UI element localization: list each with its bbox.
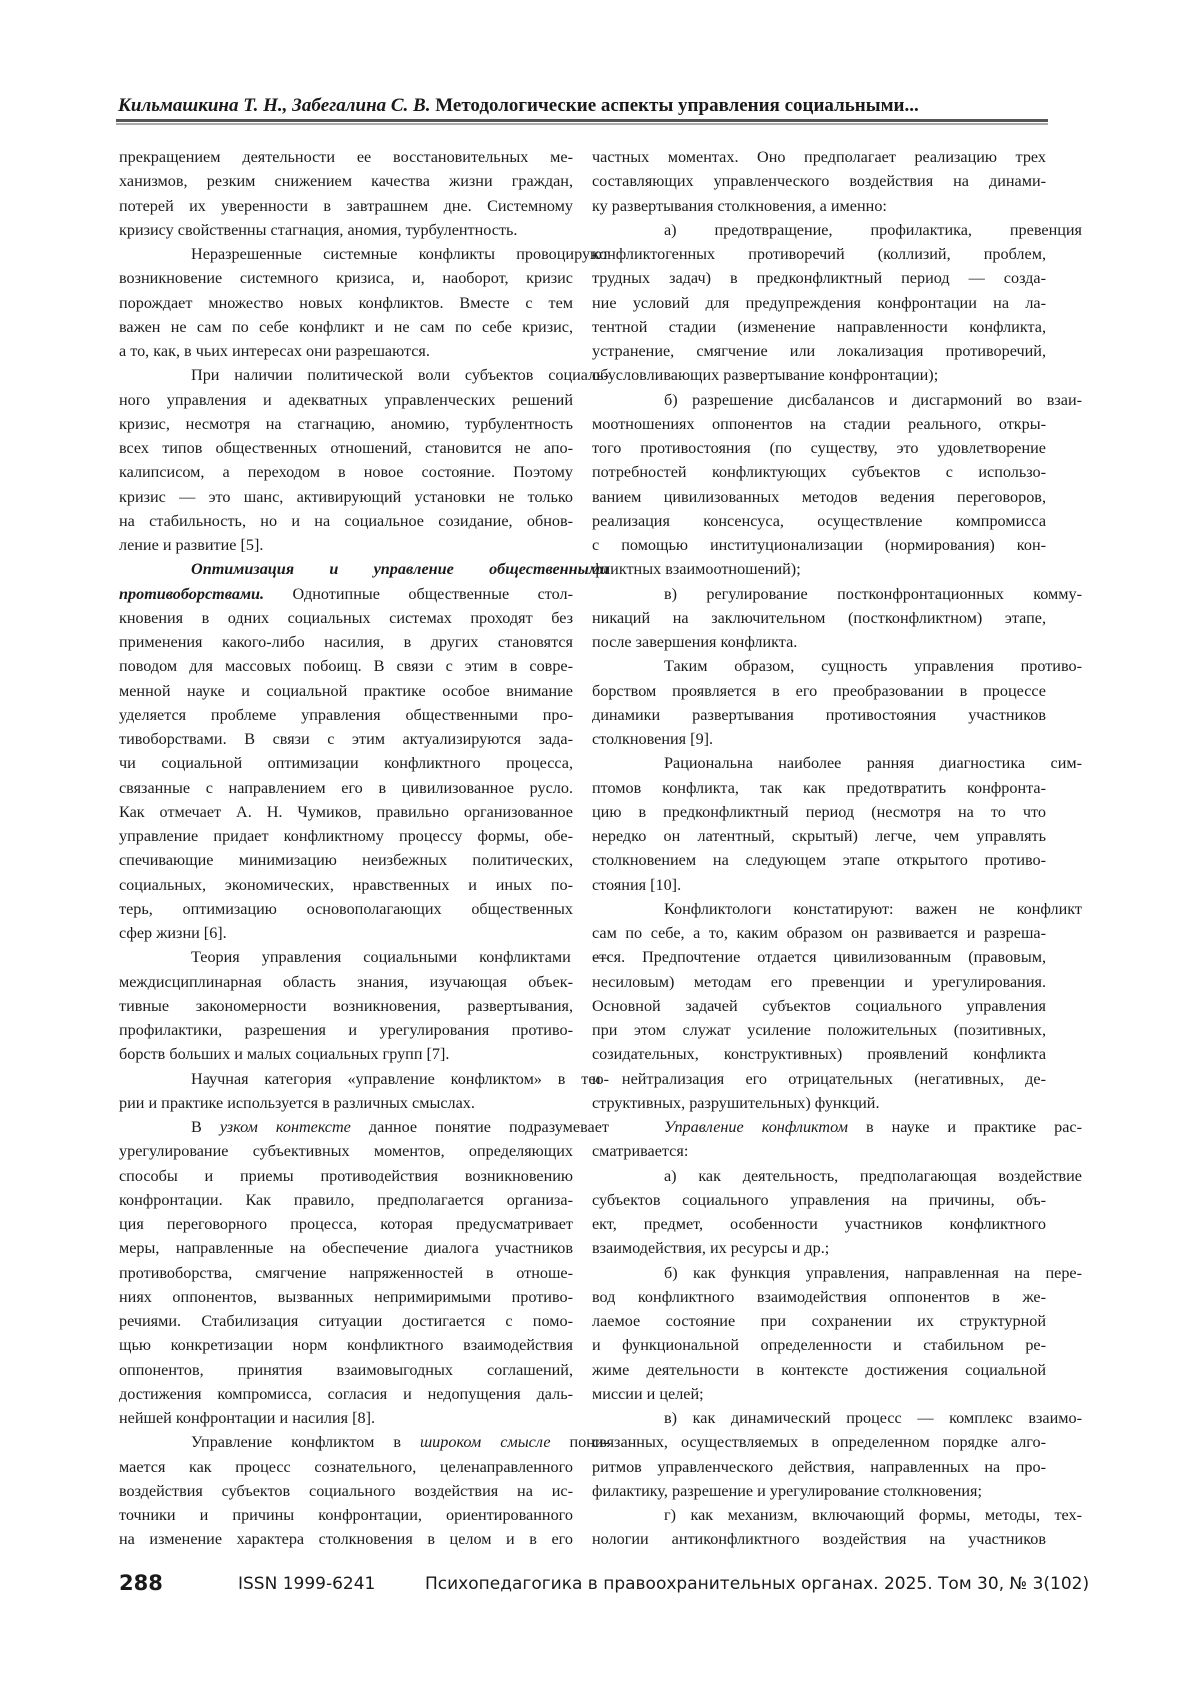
line-content: калипсисом, а переходом в новое состояние. Поэтому — [119, 460, 573, 484]
text-line — [592, 727, 1046, 751]
line-content: уделяется проблеме управления общественными про- — [119, 703, 573, 727]
line-content: кризису свойственны стагнация, аномия, турбулентность. — [119, 218, 573, 242]
line-content: способы и приемы противодействия возникновению — [119, 1164, 573, 1188]
text-line — [592, 1067, 1046, 1091]
emphasized-text: широком смысле — [420, 1433, 551, 1451]
line-content: мается как процесс сознательного, целенаправленного — [119, 1455, 573, 1479]
line-content: всех типов общественных отношений, становится не апо- — [119, 436, 573, 460]
text-line — [119, 848, 573, 872]
text-line — [592, 921, 1046, 945]
line-content: реализация консенсуса, осуществление компромисса — [592, 509, 1046, 533]
text-line — [119, 921, 573, 945]
text-line — [119, 1188, 573, 1212]
line-content: ханизмов, резким снижением качества жизни граждан, — [119, 169, 573, 193]
line-content: лаемое состояние при сохранении их структурной — [592, 1309, 1046, 1333]
line-content: столкновением на следующем этапе открытого противо- — [592, 848, 1046, 872]
text-line — [119, 897, 573, 921]
text-line — [592, 1164, 1046, 1188]
page-number: 288 — [119, 1571, 163, 1595]
line-content: поводом для массовых побоищ. В связи с этим в совре- — [119, 654, 573, 678]
text-line — [119, 412, 573, 436]
text-line — [119, 727, 573, 751]
text-line — [119, 1406, 573, 1430]
line-content: достижения компромисса, согласия и недопущения даль- — [119, 1382, 573, 1406]
paragraph — [119, 242, 573, 363]
line-content: Рациональна наиболее ранняя диагностика сим- — [628, 751, 1082, 775]
text-line — [592, 436, 1046, 460]
text-segment: Однотипные общественные стол- — [264, 585, 573, 603]
emphasized-text: Управление конфликтом — [664, 1118, 848, 1136]
line-content: г) как механизм, включающий формы, методы, тех- — [628, 1503, 1082, 1527]
text-line — [119, 994, 573, 1018]
text-line — [119, 606, 573, 630]
line-content: цию в предконфликтный период (несмотря на то что — [592, 800, 1046, 824]
line-content — [155, 1430, 609, 1454]
line-content: птомов конфликта, так как предотвратить конфронта- — [592, 776, 1046, 800]
line-content: на изменение характера столкновения в целом и в его — [119, 1527, 573, 1551]
line-content: жиме деятельности в контексте достижения социальной — [592, 1358, 1046, 1382]
text-line — [592, 703, 1046, 727]
paragraph — [592, 218, 1046, 388]
emphasized-text: узком контексте — [220, 1118, 351, 1136]
paragraph — [592, 1503, 1046, 1552]
line-content: частных моментах. Оно предполагает реализацию трех — [592, 145, 1046, 169]
text-line — [119, 1164, 573, 1188]
line-content: речиями. Стабилизация ситуации достигается с помо- — [119, 1309, 573, 1333]
paragraph — [592, 388, 1046, 582]
text-line — [592, 1358, 1046, 1382]
line-content: связанных, осуществляемых в определенном порядке алго- — [592, 1430, 1046, 1454]
text-line — [119, 218, 573, 242]
text-line — [592, 145, 1046, 169]
line-content: и функциональной определенности и стабильном ре- — [592, 1333, 1046, 1357]
line-content: порождает множество новых конфликтов. Вместе с тем — [119, 291, 573, 315]
text-line — [592, 1285, 1046, 1309]
paragraph — [592, 1261, 1046, 1407]
line-content: урегулирование субъективных моментов, определяющих — [119, 1139, 573, 1163]
line-content: Теория управления социальными конфликтами — — [155, 945, 609, 969]
line-content: профилактики, разрешения и урегулирования противо- — [119, 1018, 573, 1042]
text-line — [119, 509, 573, 533]
line-content: прекращением деятельности ее восстановительных ме- — [119, 145, 573, 169]
line-content: б) разрешение дисбалансов и дисгармоний во взаи- — [628, 388, 1082, 412]
line-content: динамики развертывания противостояния участников — [592, 703, 1046, 727]
line-content: ку развертывания столкновения, а именно: — [592, 194, 1046, 218]
line-content: обусловливающих развертывание конфронтации); — [592, 363, 1046, 387]
text-line — [592, 412, 1046, 436]
line-content: потерей их уверенности в завтрашнем дне. Системному — [119, 194, 573, 218]
header-authors: Кильмашкина Т. Н., Забегалина С. В. — [118, 95, 430, 116]
text-segment: Управление конфликтом в — [191, 1433, 420, 1451]
line-content: применения какого-либо насилия, в других становятся — [119, 630, 573, 654]
line-content: ванием цивилизованных методов ведения переговоров, — [592, 485, 1046, 509]
text-line — [119, 363, 573, 387]
paragraph — [592, 1164, 1046, 1261]
line-content: устранение, смягчение или локализация противоречий, — [592, 339, 1046, 363]
text-line — [592, 1212, 1046, 1236]
header-rule — [116, 119, 1048, 122]
line-content: столкновения [9]. — [592, 727, 1046, 751]
text-line — [592, 848, 1046, 872]
text-segment: пони- — [551, 1433, 609, 1451]
line-content: миссии и целей; — [592, 1382, 1046, 1406]
line-content: с помощью институционализации (нормирования) кон- — [592, 533, 1046, 557]
line-content: точники и причины конфронтации, ориентированного — [119, 1503, 573, 1527]
text-line — [592, 654, 1046, 678]
text-line — [592, 1455, 1046, 1479]
line-content: после завершения конфликта. — [592, 630, 1046, 654]
text-line — [119, 1479, 573, 1503]
text-line — [592, 1479, 1046, 1503]
line-content: Таким образом, сущность управления противо- — [628, 654, 1082, 678]
line-content: ется. Предпочтение отдается цивилизованным (правовым, — [592, 945, 1046, 969]
text-line — [119, 485, 573, 509]
line-content: филактику, разрешение и урегулирование столкновения; — [592, 1479, 1046, 1503]
line-content: сфер жизни [6]. — [119, 921, 573, 945]
line-content: ция переговорного процесса, которая предусматривает — [119, 1212, 573, 1236]
line-content: возникновение системного кризиса, и, наоборот, кризис — [119, 266, 573, 290]
text-line — [592, 800, 1046, 824]
text-line — [592, 582, 1046, 606]
line-content: ект, предмет, особенности участников конфликтного — [592, 1212, 1046, 1236]
left-column — [119, 145, 573, 1552]
text-line — [592, 1309, 1046, 1333]
text-line — [119, 1067, 573, 1091]
paragraph — [119, 1430, 573, 1551]
line-content: противоборства, смягчение напряженностей в отноше- — [119, 1261, 573, 1285]
line-content: моотношениях оппонентов на стадии реального, откры- — [592, 412, 1046, 436]
text-line — [592, 1503, 1046, 1527]
text-line — [592, 945, 1046, 969]
text-line — [592, 1261, 1046, 1285]
text-line — [119, 1115, 573, 1139]
text-line — [119, 266, 573, 290]
text-line — [119, 291, 573, 315]
line-content: ние условий для предупреждения конфронтации на ла- — [592, 291, 1046, 315]
line-content — [119, 582, 573, 606]
line-content: конфликтогенных противоречий (коллизий, проблем, — [592, 242, 1046, 266]
line-content: несиловым) методам его превенции и урегулирования. — [592, 970, 1046, 994]
paragraph — [119, 945, 573, 1066]
text-line — [592, 339, 1046, 363]
text-line — [119, 339, 573, 363]
text-line — [119, 194, 573, 218]
line-content: щью конкретизации норм конфликтного взаимодействия — [119, 1333, 573, 1357]
text-line — [119, 1527, 573, 1551]
line-content: спечивающие минимизацию неизбежных политических, — [119, 848, 573, 872]
line-content: меры, направленные на обеспечение диалога участников — [119, 1236, 573, 1260]
text-line — [119, 1261, 573, 1285]
line-content: терь, оптимизацию основополагающих общественных — [119, 897, 573, 921]
emphasized-text: противоборствами. — [119, 585, 264, 603]
header-rule-secondary — [116, 123, 1048, 125]
line-content: борством проявляется в его преобразовании в процессе — [592, 679, 1046, 703]
text-line — [119, 1309, 573, 1333]
text-line — [119, 1358, 573, 1382]
line-content: Научная категория «управление конфликтом» в тео- — [155, 1067, 609, 1091]
line-content: конфронтации. Как правило, предполагается организа- — [119, 1188, 573, 1212]
line-content: структивных, разрушительных) функций. — [592, 1091, 1046, 1115]
line-content: ниях оппонентов, вызванных непримиримыми противо- — [119, 1285, 573, 1309]
line-content: Как отмечает А. Н. Чумиков, правильно организованное — [119, 800, 573, 824]
line-content: никаций на заключительном (постконфликтном) этапе, — [592, 606, 1046, 630]
text-line — [119, 751, 573, 775]
line-content: трудных задач) в предконфликтный период — созда- — [592, 266, 1046, 290]
line-content: тивные закономерности возникновения, развертывания, — [119, 994, 573, 1018]
line-content — [155, 557, 609, 581]
text-line — [592, 533, 1046, 557]
text-line — [592, 218, 1046, 242]
right-column — [592, 145, 1046, 1552]
text-line — [592, 1382, 1046, 1406]
paragraph — [119, 557, 573, 945]
line-content: кризис, несмотря на стагнацию, аномию, турбулентность — [119, 412, 573, 436]
text-line — [119, 970, 573, 994]
text-line — [592, 1139, 1046, 1163]
text-line — [119, 1212, 573, 1236]
paragraph — [592, 145, 1046, 218]
text-line — [119, 945, 573, 969]
text-line — [592, 970, 1046, 994]
text-line — [592, 315, 1046, 339]
paragraph — [119, 1115, 573, 1430]
paragraph — [592, 582, 1046, 655]
line-content: созидательных, конструктивных) проявлений конфликта — [592, 1042, 1046, 1066]
text-line — [592, 994, 1046, 1018]
line-content: субъектов социального управления на причины, объ- — [592, 1188, 1046, 1212]
text-line — [592, 291, 1046, 315]
line-content: потребностей конфликтующих субъектов с использо- — [592, 460, 1046, 484]
text-line — [119, 654, 573, 678]
line-content: нологии антиконфликтного воздействия на участников — [592, 1527, 1046, 1551]
line-content: сматривается: — [592, 1139, 1046, 1163]
line-content: в) как динамический процесс — комплекс взаимо- — [628, 1406, 1082, 1430]
text-line — [119, 1455, 573, 1479]
paragraph — [592, 897, 1046, 1115]
text-line — [592, 363, 1046, 387]
text-line — [592, 897, 1046, 921]
line-content: взаимодействия, их ресурсы и др.; — [592, 1236, 1046, 1260]
line-content: Неразрешенные системные конфликты провоцируют — [155, 242, 609, 266]
paragraph — [592, 751, 1046, 897]
line-content: ритмов управленческого действия, направленных на про- — [592, 1455, 1046, 1479]
text-line — [119, 1139, 573, 1163]
text-line — [119, 1503, 573, 1527]
line-content: а) как деятельность, предполагающая воздействие — [628, 1164, 1082, 1188]
emphasized-text: Оптимизация и управление общественными — [191, 560, 609, 578]
text-line — [119, 533, 573, 557]
line-content: тивоборствами. В связи с этим актуализируются зада- — [119, 727, 573, 751]
journal-title: Психопедагогика в правоохранительных органах. 2025. Том 30, № 3(102) — [425, 1574, 1089, 1594]
line-content — [628, 1115, 1082, 1139]
line-content: нейшей конфронтации и насилия [8]. — [119, 1406, 573, 1430]
text-line — [592, 1188, 1046, 1212]
line-content — [155, 1115, 609, 1139]
text-line — [592, 630, 1046, 654]
text-line — [592, 194, 1046, 218]
text-line — [592, 1430, 1046, 1454]
line-content: кновения в одних социальных системах проходят без — [119, 606, 573, 630]
text-line — [119, 1382, 573, 1406]
text-line — [119, 1285, 573, 1309]
text-line — [592, 1406, 1046, 1430]
line-content: менной науке и социальной практике особое внимание — [119, 679, 573, 703]
text-line — [592, 242, 1046, 266]
line-content: на стабильность, но и на социальное созидание, обнов- — [119, 509, 573, 533]
text-line — [119, 703, 573, 727]
text-segment: в науке и практике рас- — [848, 1118, 1082, 1136]
text-line — [592, 1018, 1046, 1042]
line-content: ного управления и адекватных управленческих решений — [119, 388, 573, 412]
text-line — [592, 606, 1046, 630]
line-content: кризис — это шанс, активирующий установки не только — [119, 485, 573, 509]
text-line — [119, 679, 573, 703]
running-header — [118, 95, 1048, 117]
text-line — [119, 1333, 573, 1357]
text-line — [119, 824, 573, 848]
text-line — [119, 1091, 573, 1115]
text-line — [592, 557, 1046, 581]
issn: ISSN 1999-6241 — [238, 1574, 375, 1594]
text-segment: данное понятие подразумевает — [351, 1118, 609, 1136]
line-content: оппонентов, принятия взаимовыгодных соглашений, — [119, 1358, 573, 1382]
line-content: При наличии политической воли субъектов социаль- — [155, 363, 609, 387]
paragraph — [592, 1115, 1046, 1164]
line-content: важен не сам по себе конфликт и не сам по себе кризис, — [119, 315, 573, 339]
text-line — [119, 873, 573, 897]
text-line — [119, 388, 573, 412]
line-content: вод конфликтного взаимодействия оппонентов в же- — [592, 1285, 1046, 1309]
line-content: воздействия субъектов социального воздействия на ис- — [119, 1479, 573, 1503]
text-line — [119, 145, 573, 169]
header-title: Методологические аспекты управления социальными... — [435, 95, 918, 116]
line-content: рии и практике используется в различных смыслах. — [119, 1091, 573, 1115]
text-segment: В — [191, 1118, 220, 1136]
paragraph — [592, 654, 1046, 751]
line-content: борств больших и малых социальных групп [7]. — [119, 1042, 573, 1066]
line-content: управление придает конфликтному процессу формы, обе- — [119, 824, 573, 848]
line-content: ление и развитие [5]. — [119, 533, 573, 557]
text-line — [592, 1115, 1046, 1139]
text-line — [119, 1042, 573, 1066]
text-line — [119, 315, 573, 339]
line-content: стояния [10]. — [592, 873, 1046, 897]
text-line — [592, 266, 1046, 290]
line-content: Основной задачей субъектов социального управления — [592, 994, 1046, 1018]
text-line — [119, 557, 573, 581]
text-line — [119, 1236, 573, 1260]
text-line — [592, 460, 1046, 484]
text-line — [592, 1091, 1046, 1115]
text-line — [592, 388, 1046, 412]
line-content: фликтных взаимоотношений); — [592, 557, 1046, 581]
line-content: а то, как, в чьих интересах они разрешаются. — [119, 339, 573, 363]
text-line — [592, 1333, 1046, 1357]
text-line — [119, 436, 573, 460]
text-line — [592, 679, 1046, 703]
line-content: составляющих управленческого воздействия на динами- — [592, 169, 1046, 193]
text-line — [119, 242, 573, 266]
line-content: междисциплинарная область знания, изучающая объек- — [119, 970, 573, 994]
line-content: чи социальной оптимизации конфликтного процесса, — [119, 751, 573, 775]
text-line — [119, 630, 573, 654]
line-content: нередко он латентный, скрытый) легче, чем управлять — [592, 824, 1046, 848]
text-line — [592, 169, 1046, 193]
line-content: и нейтрализация его отрицательных (негативных, де- — [592, 1067, 1046, 1091]
text-line — [592, 485, 1046, 509]
paragraph — [119, 1067, 573, 1116]
text-line — [119, 776, 573, 800]
text-line — [119, 1018, 573, 1042]
text-line — [119, 460, 573, 484]
line-content: сам по себе, а то, каким образом он развивается и разреша- — [592, 921, 1046, 945]
line-content: тентной стадии (изменение направленности конфликта, — [592, 315, 1046, 339]
line-content: б) как функция управления, направленная на пере- — [628, 1261, 1082, 1285]
line-content: в) регулирование постконфронтационных комму- — [628, 582, 1082, 606]
text-line — [119, 582, 573, 606]
line-content: социальных, экономических, нравственных и иных по- — [119, 873, 573, 897]
text-line — [592, 509, 1046, 533]
text-line — [592, 1042, 1046, 1066]
paragraph — [119, 363, 573, 557]
paragraph — [119, 145, 573, 242]
line-content: того противостояния (по существу, это удовлетворение — [592, 436, 1046, 460]
text-line — [592, 776, 1046, 800]
text-line — [592, 873, 1046, 897]
text-line — [592, 1527, 1046, 1551]
text-line — [592, 1236, 1046, 1260]
text-line — [119, 1430, 573, 1454]
text-line — [119, 800, 573, 824]
paragraph — [592, 1406, 1046, 1503]
line-content: связанные с направлением его в цивилизованное русло. — [119, 776, 573, 800]
text-line — [592, 751, 1046, 775]
text-line — [119, 169, 573, 193]
line-content: Конфликтологи констатируют: важен не конфликт — [628, 897, 1082, 921]
line-content: а) предотвращение, профилактика, превенция — [628, 218, 1082, 242]
line-content: при этом служат усиление положительных (позитивных, — [592, 1018, 1046, 1042]
text-line — [592, 824, 1046, 848]
